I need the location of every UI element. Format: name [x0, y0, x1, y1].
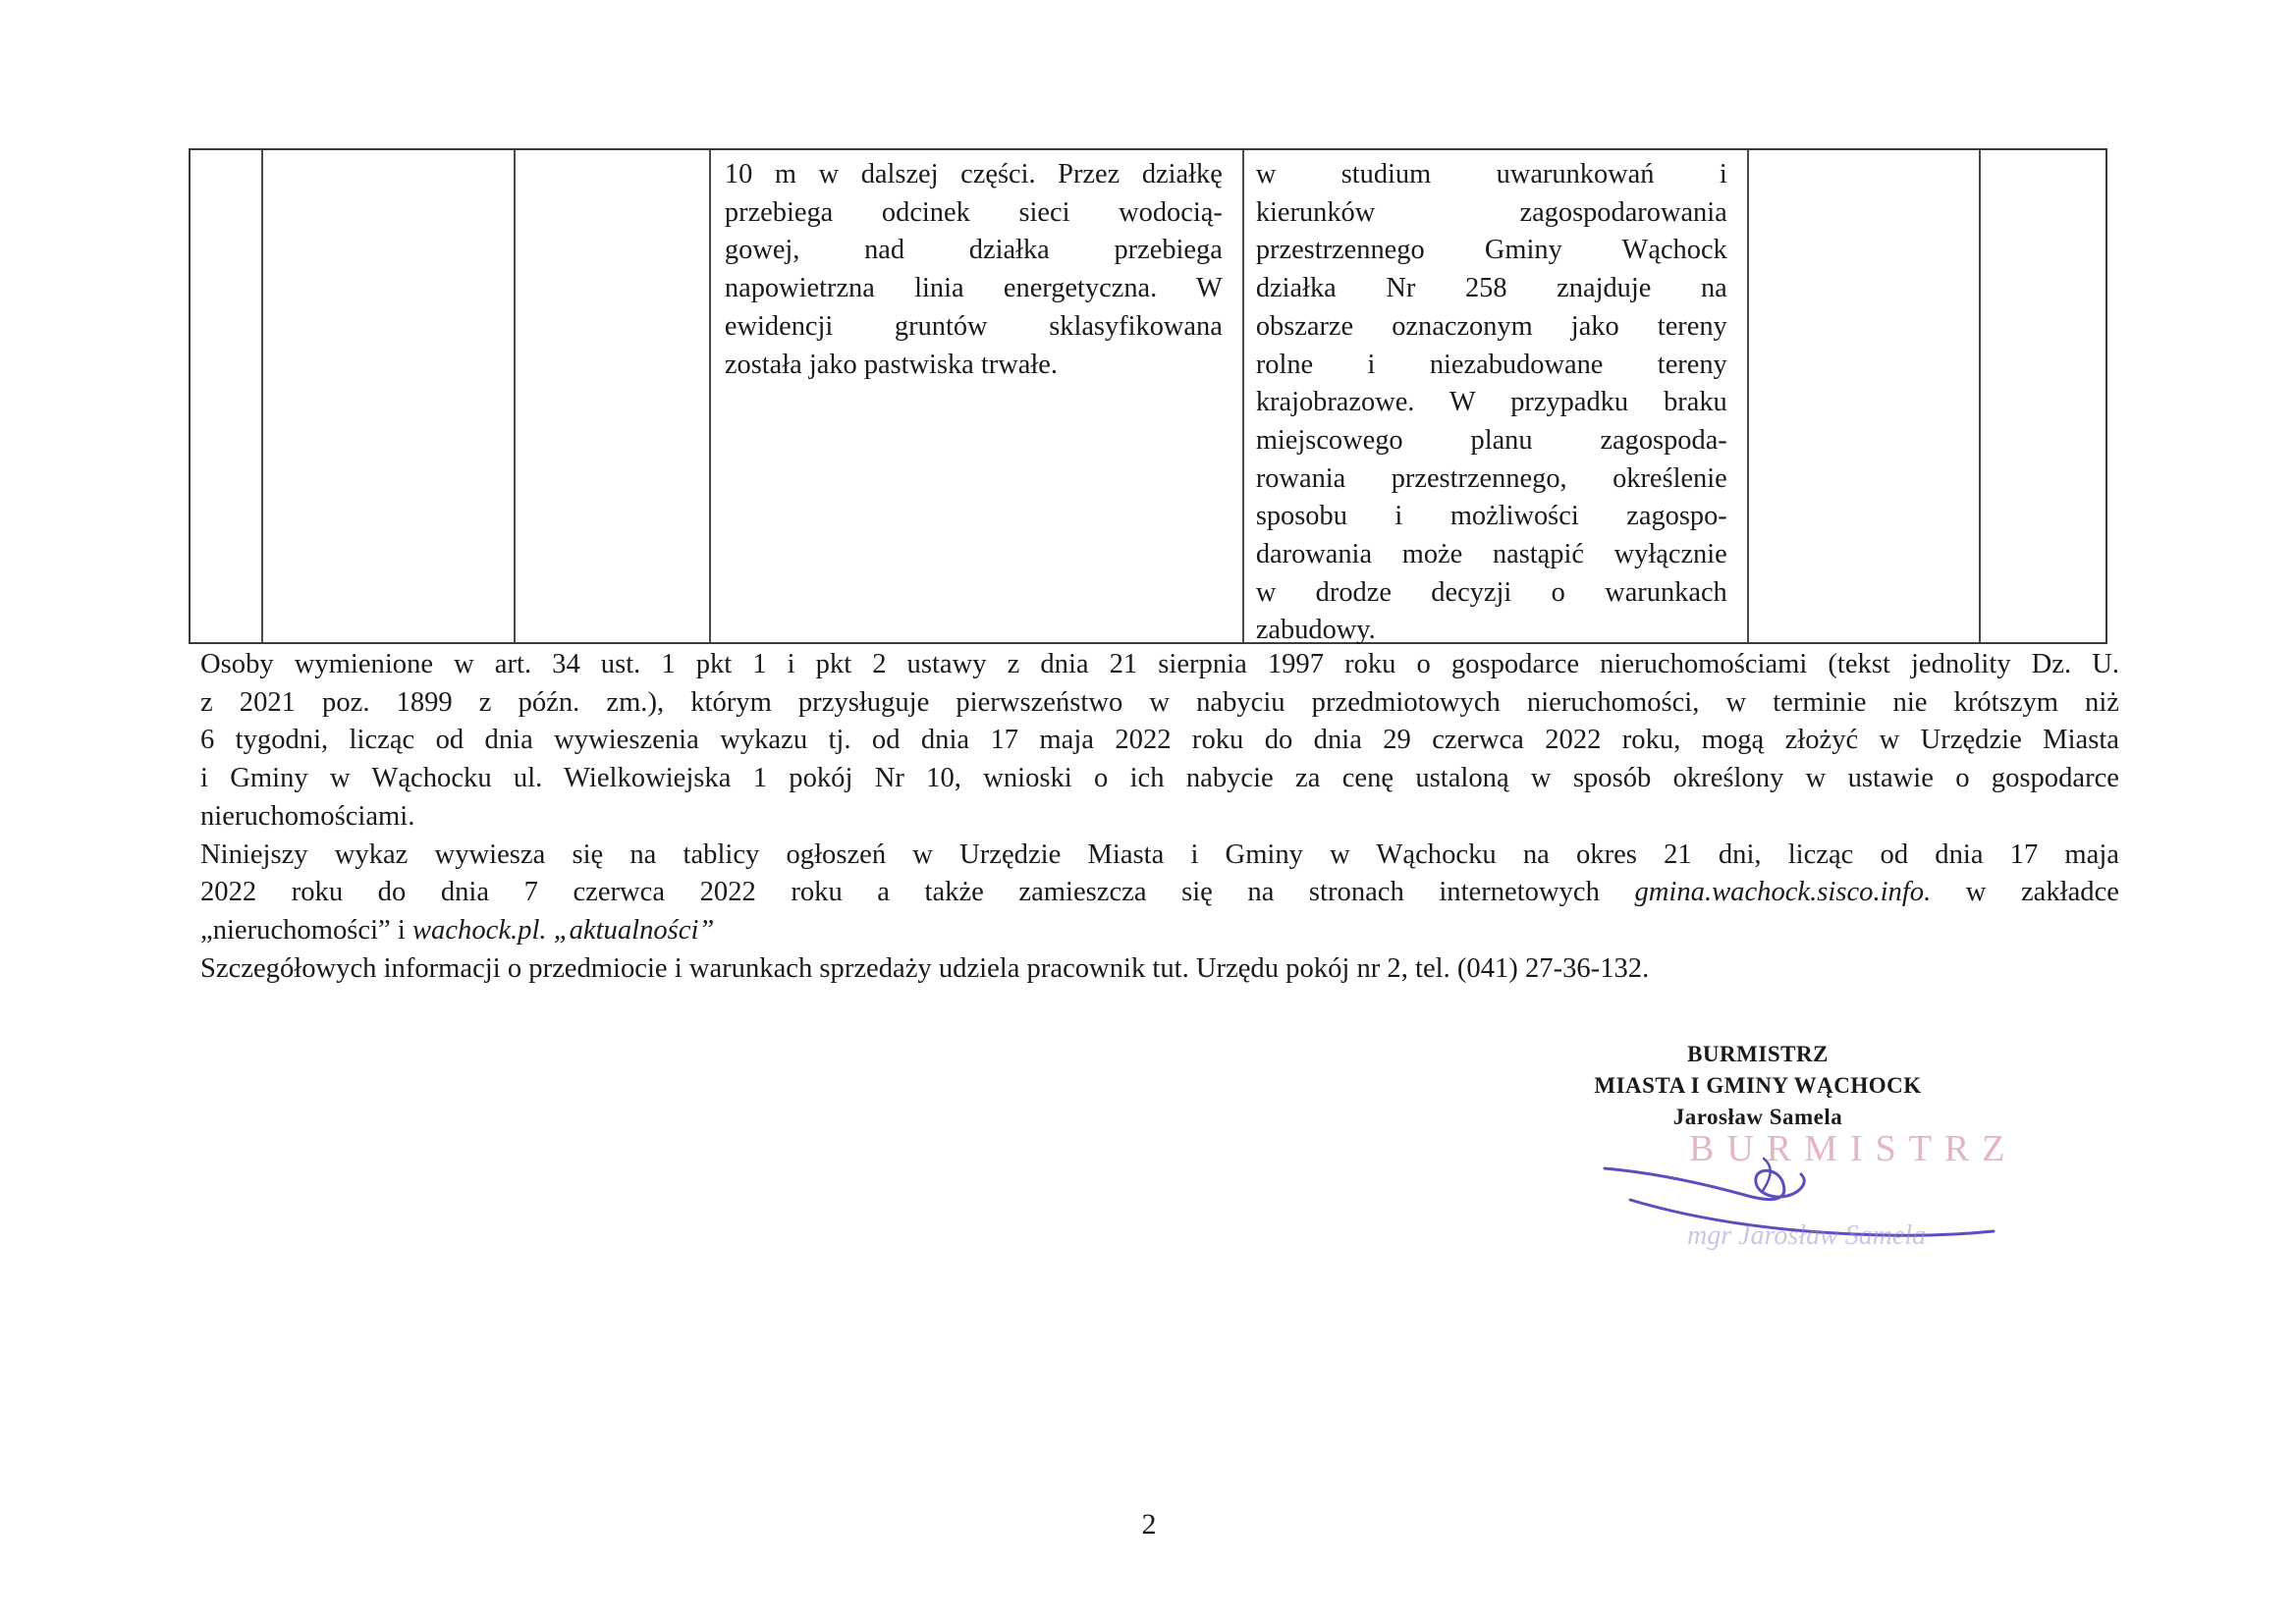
notice-line	[200, 874, 2119, 912]
table-col-description	[711, 150, 1244, 642]
notice-text	[200, 646, 2119, 988]
zoning-line: w drodze decyzji o warunkach	[1255, 576, 1727, 608]
zoning-line: kierunków zagospodarowania	[1255, 196, 1727, 228]
zoning-line: w studium uwarunkowań i	[1255, 159, 1727, 189]
notice-text-fragment: „nieruchomości” i	[200, 914, 406, 946]
notice-line: 6 tygodni, licząc od dnia wywieszenia wykazu tj. od dnia 17 maja 2022 roku do dnia 29 czerwca 2022 roku, mogą złożyć w Urzędzie Miasta	[200, 725, 2119, 756]
description-text	[711, 150, 1242, 384]
zoning-line: darowania może nastąpić wyłącznie	[1255, 539, 1727, 570]
website-link[interactable]: wachock.pl. „aktualności”	[411, 914, 715, 946]
notice-line: Niniejszy wykaz wywiesza się na tablicy ogłoszeń w Urzędzie Miasta i Gminy w Wąchocku na okres 21 dni, licząc od dnia 17 maja	[200, 839, 2119, 870]
zoning-line: obszarze oznaczonym jako tereny	[1255, 310, 1727, 342]
notice-line: z 2021 poz. 1899 z późn. zm.), którym przysługuje pierwszeństwo w nabyciu przedmiotowych nieruchomości, w terminie nie krótszym niż	[200, 686, 2119, 718]
table-col-number	[191, 150, 263, 642]
table-col-zoning	[1244, 150, 1749, 646]
notice-line: Szczegółowych informacji o przedmiocie i warunkach sprzedaży udziela pracownik tut. Urzędu pokój nr 2, tel. (041) 27-36-132.	[200, 952, 1650, 984]
zoning-line: przestrzennego Gminy Wąchock	[1255, 235, 1727, 266]
signature-title: BURMISTRZ	[1687, 1042, 1829, 1066]
notice-line: nieruchomościami.	[200, 800, 415, 832]
zoning-line: działka Nr 258 znajduje na	[1255, 273, 1727, 304]
notice-text-fragment: 2022 roku do dnia 7 czerwca 2022 roku a także zamieszcza się na stronach internetowych	[200, 877, 1600, 908]
description-line: 10 m w dalszej części. Przez działkę	[724, 159, 1223, 189]
table-col-notes	[1981, 150, 2105, 642]
zoning-line: miejscowego planu zagospoda-	[1255, 424, 1727, 456]
zoning-line: rowania przestrzennego, określenie	[1255, 462, 1727, 494]
zoning-line: krajobrazowe. W przypadku braku	[1255, 387, 1727, 418]
notice-text-fragment: w zakładce	[1965, 877, 2119, 908]
stamp-name: mgr Jarosław Samela	[1687, 1220, 1927, 1251]
description-line: napowietrzna linia energetyczna. W	[724, 273, 1223, 304]
notice-line: i Gminy w Wąchocku ul. Wielkowiejska 1 pokój Nr 10, wnioski o ich nabycie za cenę ustaloną w sposób określony w ustawie o gospodarce	[200, 763, 2119, 794]
description-line: została jako pastwiska trwałe.	[724, 349, 1058, 380]
table-col-plot	[263, 150, 516, 642]
property-table	[189, 148, 2107, 644]
notice-line	[200, 912, 2119, 950]
zoning-line: rolne i niezabudowane tereny	[1255, 349, 1727, 380]
zoning-text	[1244, 150, 1747, 650]
notice-line: Osoby wymienione w art. 34 ust. 1 pkt 1 i pkt 2 ustawy z dnia 21 sierpnia 1997 roku o gospodarce nieruchomościami (tekst jednolity Dz. U.	[200, 649, 2119, 679]
website-link[interactable]: gmina.wachock.sisco.info.	[1634, 877, 1932, 908]
description-line: gowej, nad działka przebiega	[724, 235, 1223, 266]
stamp-title: BURMISTRZ	[1689, 1128, 2018, 1169]
zoning-line: sposobu i możliwości zagospo-	[1255, 501, 1727, 532]
description-line: przebiega odcinek sieci wodocią-	[724, 196, 1223, 228]
signature-block	[1571, 1039, 1944, 1133]
table-col-area	[516, 150, 711, 642]
description-line: ewidencji gruntów sklasyfikowana	[724, 310, 1223, 342]
page-number: 2	[1141, 1508, 1157, 1541]
table-col-price	[1749, 150, 1982, 642]
signature-office: MIASTA I GMINY WĄCHOCK	[1594, 1073, 1922, 1098]
signature-name: Jarosław Samela	[1672, 1105, 1843, 1129]
zoning-line: zabudowy.	[1255, 615, 1376, 646]
